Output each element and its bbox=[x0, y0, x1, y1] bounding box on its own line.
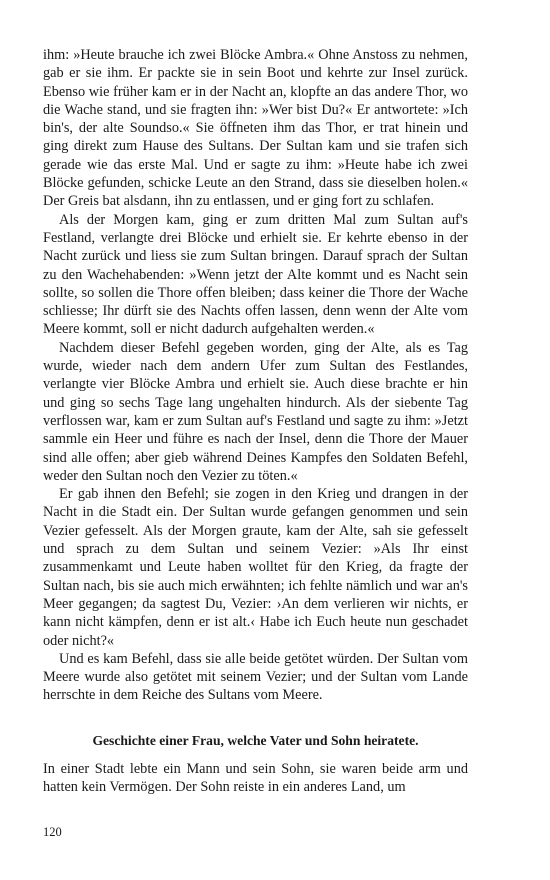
page-number: 120 bbox=[43, 825, 62, 839]
paragraph-5: Und es kam Befehl, dass sie alle beide getötet würden. Der Sultan vom Meere wurde also getötet mit seinem Vezier; und der Sultan vom Lande herrschte in dem Reiche des Sultans vom Meere. bbox=[43, 650, 468, 704]
paragraph-1: ihm: »Heute brauche ich zwei Blöcke Ambra.« Ohne Anstoss zu nehmen, gab er sie ihm. Er packte sie in sein Boot und kehrte zur Insel zurück. Ebenso wie früher kam er in der Nacht an, klopfte an das andere Thor, wo die Wache stand, und sie fragten ihn: »Wer bist Du?« Er antwortete: »Ich bin's, der alte Soundso.« Sie öffneten ihm das Thor, er trat hinein und ging direkt zum Hause des Sultans. Der Sultan kam und sie trafen sich gerade wie das erste Mal. Und er sagte zu ihm: »Heute habe ich zwei Blöcke gefunden, schicke Leute an den Strand, dass sie dieselben holen.« Der Greis bat alsdann, ihn zu entlassen, und er ging fort zu schlafen. bbox=[43, 47, 468, 210]
paragraph-2: Als der Morgen kam, ging er zum dritten Mal zum Sultan auf's Festland, verlangte drei Blöcke und erhielt sie. Er kehrte ebenso in der Nacht zurück und liess sie zum Sultan bringen. Darauf sprach der Sultan zu den Wachehabenden: »Wenn jetzt der Alte kommt und es Nacht sein sollte, so sollen die Thore offen bleiben; dass keiner die Thore der Wache schliesse; Ihr dürft sie des Nachts offen lassen, denn wenn der Alte vom Meere kommt, soll er nicht dadurch aufgehalten werden.« bbox=[43, 211, 468, 338]
paragraph-4: Er gab ihnen den Befehl; sie zogen in den Krieg und drangen in der Nacht in die Stadt ein. Der Sultan wurde gefangen genommen und sein Vezier gefesselt. Als der Morgen graute, kam der Alte, sah sie gefesselt und sprach zu dem Sultan und seinem Vezier: »Als Ihr einst zusammenkamt und Leute haben wolltet für den Krieg, da fragte der Sultan nach, bis sie auch mich erwähnten; ich fehlte nämlich und war an's Meer gegangen; da sagtest Du, Vezier: ›An dem verlieren wir nichts, er kann nicht kämpfen, denn er ist alt.‹ Habe ich Euch heute nun geschadet oder nicht?« bbox=[43, 486, 468, 649]
story-heading: Geschichte einer Frau, welche Vater und Sohn heiratete. bbox=[92, 732, 419, 748]
final-paragraph: In einer Stadt lebte ein Mann und sein Sohn, sie waren beide arm und hatten kein Vermögen. Der Sohn reiste in ein anderes Land, um bbox=[43, 760, 468, 795]
paragraph-3: Nachdem dieser Befehl gegeben worden, ging der Alte, als es Tag wurde, wieder nach dem andern Ufer zum Sultan des Festlandes, verlangte vier Blöcke Ambra und erhielt sie. Auch diese brachte er hin und ging so sechs Tage lang ungehalten hindurch. Als der siebente Tag verflossen war, kam er zum Sultan auf's Festland und sagte zu ihm: »Jetzt sammle ein Heer und führe es nach der Insel, denn die Thore der Mauer sind alle offen; aber gieb während Deines Kampfes den Soldaten Befehl, weder den Sultan noch den Vezier zu töten.« bbox=[43, 339, 468, 484]
book-page-text bbox=[43, 46, 468, 796]
